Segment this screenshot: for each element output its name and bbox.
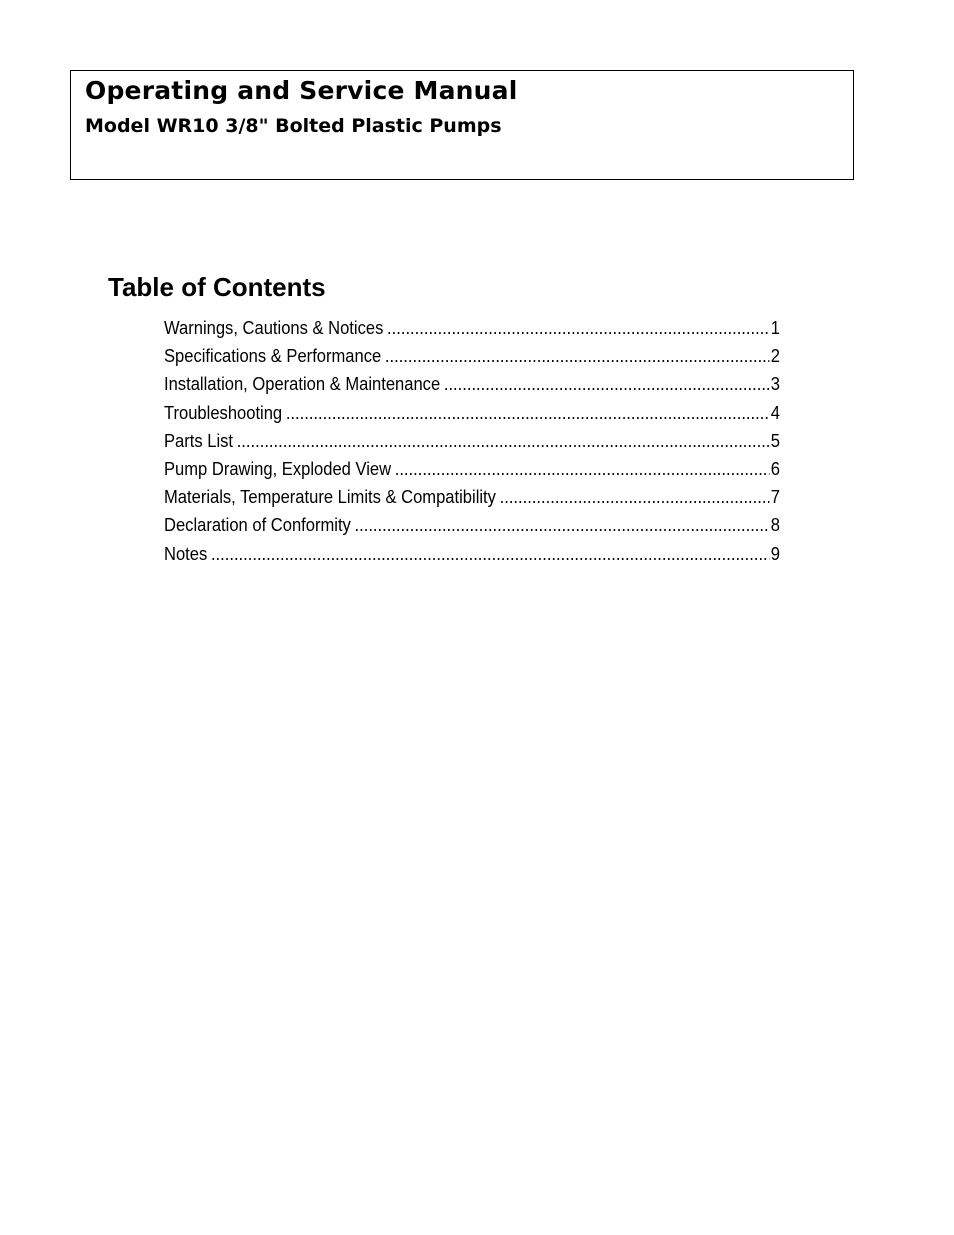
toc-entry-page: 8 (770, 515, 781, 536)
toc-entry-parts-list[interactable] (164, 427, 780, 455)
dot-leader (237, 427, 769, 455)
toc-entry-specifications[interactable] (164, 342, 780, 370)
toc-entry-label: Installation, Operation & Maintenance (164, 374, 441, 395)
dot-leader (286, 399, 769, 427)
document-title: Operating and Service Manual (85, 76, 518, 105)
toc-entry-warnings[interactable] (164, 314, 780, 342)
toc-entry-label: Specifications & Performance (164, 346, 382, 367)
toc-entry-troubleshooting[interactable] (164, 399, 780, 427)
dot-leader (500, 483, 769, 511)
toc-entry-declaration[interactable] (164, 511, 780, 539)
toc-entry-installation[interactable] (164, 370, 780, 398)
toc-entry-label: Parts List (164, 430, 234, 451)
toc-entry-pump-drawing[interactable] (164, 455, 780, 483)
toc-entry-page: 3 (770, 374, 781, 395)
document-subtitle: Model WR10 3/8" Bolted Plastic Pumps (85, 115, 502, 137)
dot-leader (444, 370, 769, 398)
toc-entry-page: 9 (770, 543, 781, 564)
dot-leader (385, 342, 769, 370)
toc-entry-page: 1 (770, 318, 781, 338)
toc-entry-materials[interactable] (164, 483, 780, 511)
table-of-contents (164, 314, 780, 568)
toc-entry-label: Declaration of Conformity (164, 515, 351, 536)
title-box (70, 70, 854, 180)
toc-entry-page: 4 (770, 402, 781, 423)
dot-leader (355, 511, 769, 539)
toc-entry-page: 6 (770, 458, 781, 479)
toc-entry-label: Notes (164, 543, 208, 564)
dot-leader (211, 540, 769, 568)
toc-entry-label: Pump Drawing, Exploded View (164, 458, 392, 479)
toc-heading: Table of Contents (108, 272, 326, 302)
toc-entry-label: Materials, Temperature Limits & Compatibility (164, 487, 496, 508)
toc-entry-page: 5 (770, 430, 781, 451)
dot-leader (395, 455, 769, 483)
toc-entry-page: 7 (770, 487, 781, 508)
toc-entry-page: 2 (770, 346, 781, 367)
dot-leader (387, 314, 769, 342)
toc-entry-notes[interactable] (164, 540, 780, 568)
toc-entry-label: Troubleshooting (164, 402, 283, 423)
toc-entry-label: Warnings, Cautions & Notices (164, 318, 384, 338)
